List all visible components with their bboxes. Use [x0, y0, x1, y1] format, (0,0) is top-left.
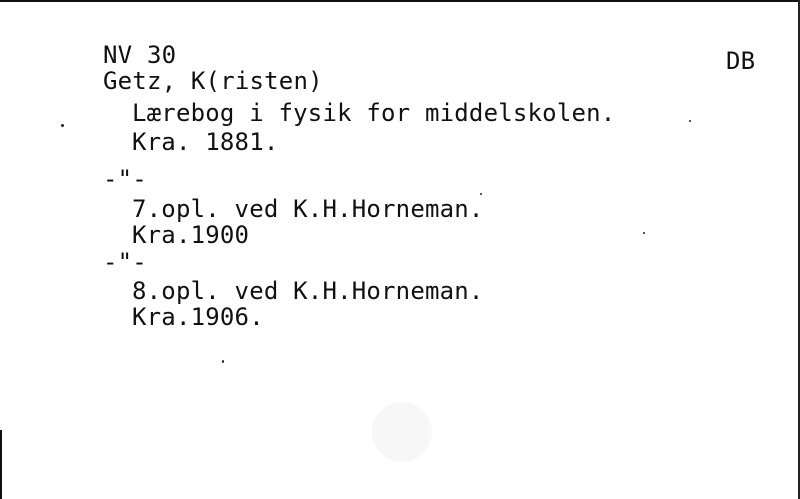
- ink-speck: [61, 124, 64, 127]
- ink-speck: [480, 193, 482, 195]
- shelfmark: NV 30: [103, 41, 177, 69]
- edition-8-imprint: Kra.1906.: [132, 303, 264, 331]
- library-code: DB: [726, 47, 756, 75]
- author-heading: Getz, K(risten): [103, 67, 323, 95]
- ditto-mark-2: -"-: [103, 248, 147, 276]
- paper-smudge: [372, 402, 432, 462]
- ink-speck: [222, 360, 224, 363]
- imprint: Kra. 1881.: [132, 128, 279, 156]
- edition-8-statement: 8.opl. ved K.H.Horneman.: [132, 277, 484, 305]
- ink-speck: [689, 120, 691, 122]
- card-top-edge: [0, 0, 800, 2]
- ditto-mark-1: -"-: [103, 165, 147, 193]
- book-title: Lærebog i fysik for middelskolen.: [132, 99, 616, 127]
- edition-7-statement: 7.opl. ved K.H.Horneman.: [132, 195, 484, 223]
- ink-speck: [643, 232, 645, 234]
- card-left-edge: [0, 430, 2, 499]
- edition-7-imprint: Kra.1900: [132, 221, 250, 249]
